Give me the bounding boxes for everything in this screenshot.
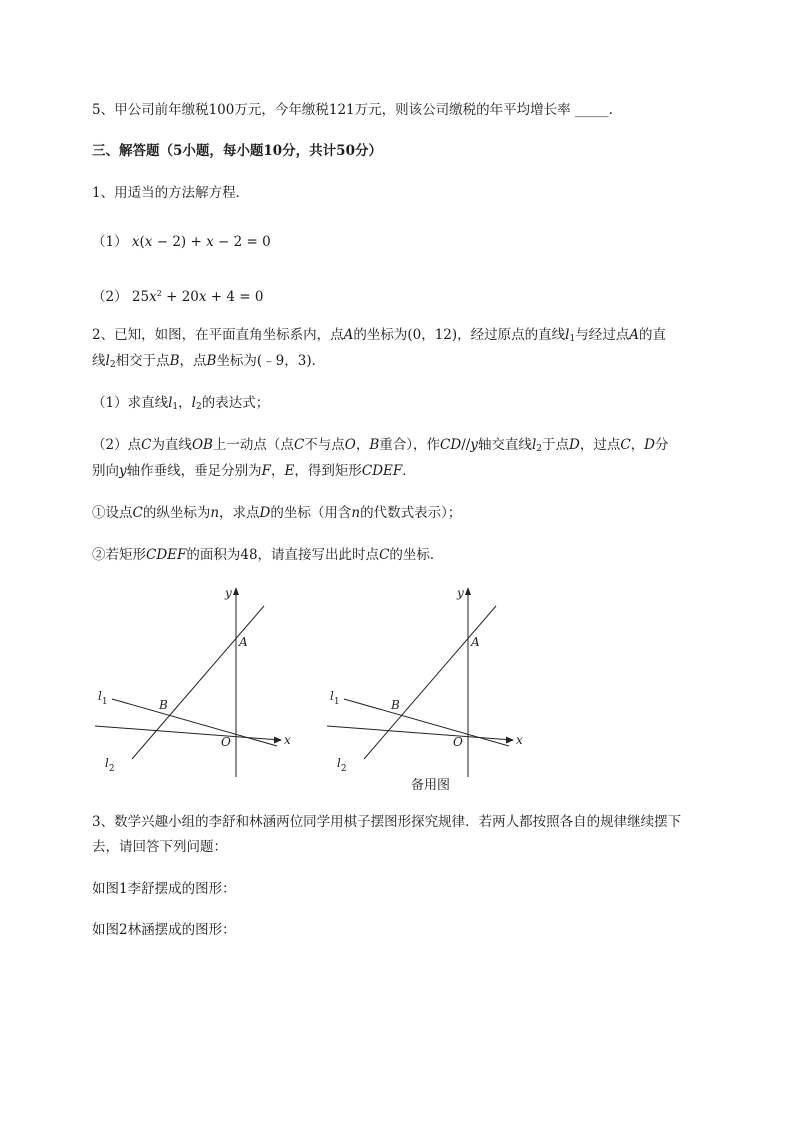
line-l2 (132, 606, 264, 759)
line-l2 (364, 606, 496, 759)
problem-2-stem-line-2: 线$l_2$相交于点B，点B坐标为(﹣9，3)． (92, 353, 326, 370)
problem-2-part-1: （1）求直线$l_1$，$l_2$的表达式； (92, 395, 270, 412)
label-O: O (221, 735, 231, 749)
answer-blank: _____ (574, 102, 609, 118)
line-l1 (112, 699, 277, 746)
label-x: x (284, 733, 291, 747)
label-l2: $l_2$ (105, 756, 115, 774)
label-y: y (457, 586, 464, 600)
label-A: A (471, 635, 480, 649)
coordinate-figure-1 (92, 584, 307, 784)
problem-2-condition-1: ①设点C的纵坐标为n，求点D的坐标（用含n的代数式表示）； (92, 505, 462, 521)
section-3-heading: 三、解答题（5小题，每小题10分，共计50分） (92, 143, 382, 159)
label-x: x (516, 733, 523, 747)
problem-2-part-2-line-2: 别向y轴作垂线，垂足分别为F，E，得到矩形CDEF． (92, 463, 416, 479)
coordinate-figure-2 (324, 584, 539, 784)
label-B: B (159, 698, 168, 712)
label-O: O (453, 735, 463, 749)
question-5: 5、甲公司前年缴税100万元，今年缴税121万元，则该公司缴税的年平均增长率 _____. (92, 102, 613, 118)
x-axis (327, 726, 512, 740)
question-5-text: 5、甲公司前年缴税100万元，今年缴税121万元，则该公司缴税的年平均增长率 (92, 102, 571, 118)
problem-3-figure-2-label: 如图2林涵摆成的图形： (92, 922, 236, 938)
label-l2: $l_2$ (337, 756, 347, 774)
problem-3-figure-1-label: 如图1李舒摆成的图形： (92, 881, 236, 897)
problem-3-line-1: 3、数学兴趣小组的李舒和林涵两位同学用棋子摆图形探究规律．若两人都按照各自的规律继续摆下 (92, 814, 682, 830)
x-axis-arrow (506, 737, 514, 744)
figure-caption: 备用图 (411, 778, 451, 793)
problem-2-part-2-line-1: （2）点C为直线OB上一动点（点C不与点O，B重合），作CD//y轴交直线$l_2$于点D，过点C，D分 (92, 437, 669, 454)
problem-1-equation-1: （1） x(x − 2) + x − 2 = 0 (92, 234, 271, 250)
problem-2-condition-2: ②若矩形CDEF的面积为48，请直接写出此时点C的坐标． (92, 547, 444, 563)
problem-2-stem-line-1: 2、已知，如图，在平面直角坐标系内，点A的坐标为(0，12)，经过原点的直线$l_1$与经过点A的直 (92, 327, 666, 344)
label-l1: $l_1$ (330, 689, 340, 707)
label-B: B (391, 698, 400, 712)
label-l1: $l_1$ (98, 689, 108, 707)
label-y: y (225, 586, 232, 600)
x-axis-arrow (274, 737, 282, 744)
line-l1 (344, 699, 509, 746)
y-axis-arrow (233, 587, 239, 595)
x-axis (95, 726, 280, 740)
problem-3-line-2: 去，请回答下列问题： (92, 839, 227, 855)
problem-1-equation-2: （2） $25x^2 + 20x + 4 = 0$ (92, 289, 264, 305)
problem-1-stem: 1、用适当的方法解方程． (92, 185, 250, 201)
y-axis-arrow (465, 587, 471, 595)
label-A: A (239, 635, 248, 649)
